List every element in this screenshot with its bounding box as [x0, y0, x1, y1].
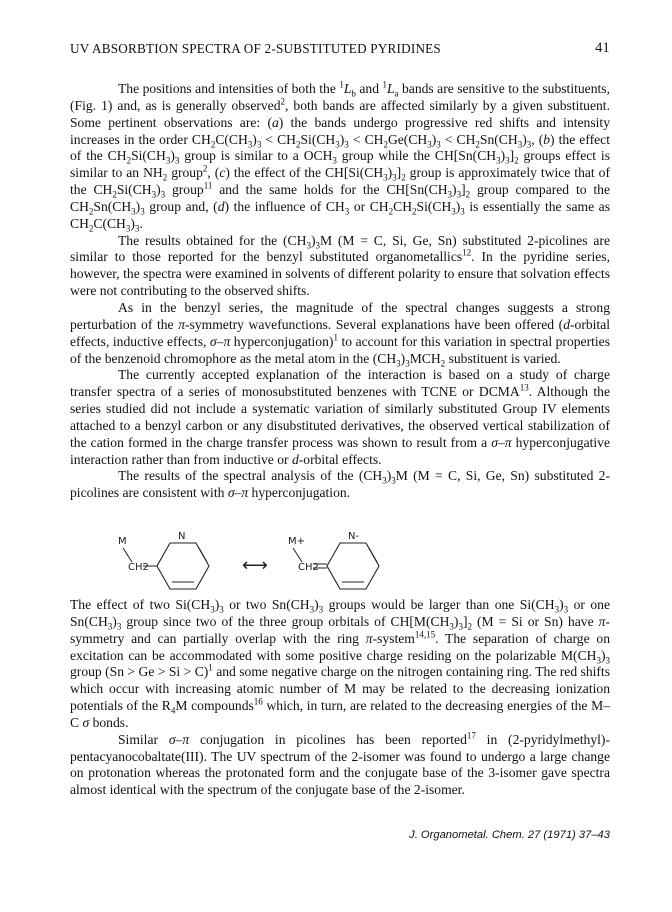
- page-header: [70, 41, 610, 61]
- main-text-lower: [70, 597, 610, 799]
- nitrogen-anion-label: N-: [348, 531, 360, 542]
- main-text-upper: [70, 81, 610, 502]
- metal-cation-label: M+: [288, 536, 306, 547]
- paragraph: Similar σ–π conjugation in picolines has been reported$^{17}$ in (2-pyridylmethyl)-pentacyanocobaltate(III). The UV spectrum of the 2-isomer was found to undergo a large change on protonation whereas the protonated form and the conjugate base of the 3-isomer gave spectra almost identical with the spectrum of the conjugate base of the 2-isomer.: [70, 730, 610, 798]
- resonance-arrow-icon: ⟷: [242, 555, 268, 576]
- paragraph: The effect of two $Si(CH_3)_3$ or two $Sn(CH_3)_3$ groups would be larger than one $Si(CH_3)_3$ or one $Sn(CH_3)_3$ group since two of the three group orbitals of $CH[M(CH_3)_3]_2$ (M = Si or Sn) have π-symmetry and can partially overlap with the ring π-system$^{14,15}$. The separation of charge on excitation can be accommodated with some positive charge residing on the polarizable $M(CH_3)_3$ group (Sn > Ge > Si > C)$^1$ and some negative charge on the nitrogen containing ring. The red shifts which occur with increasing atomic number of M may be related to the decreasing ionization potentials of the $R_4M$ compounds$^{16}$ which, in turn, are related to the decreasing energies of the M–C σ bonds.: [70, 597, 611, 730]
- running-head: UV ABSORBTION SPECTRA OF 2-SUBSTITUTED PYRIDINES: [70, 41, 441, 56]
- paragraph: The results obtained for the $(CH_3)_3M$ (M = C, Si, Ge, Sn) substituted 2-picolines are similar to those reported for the benzyl substituted organometallics$^{12}$. In the pyridine series, however, the spectra were examined in solvents of different polarity to ensure that solvation effects were not contributing to the observed shifts.: [70, 232, 610, 299]
- paragraph: The results of the spectral analysis of the $(CH_3)_3M$ (M = C, Si, Ge, Sn) substituted 2-picolines are consistent with σ–π hyperconjugation.: [70, 468, 610, 501]
- left-structure: [118, 531, 209, 589]
- journal-citation: J. Organometal. Chem. 27 (1971) 37–43: [409, 829, 610, 841]
- nitrogen-label: N: [178, 531, 186, 542]
- page-number: 41: [595, 40, 610, 56]
- paragraph: The currently accepted explanation of the interaction is based on a study of charge transfer spectra of a series of monosubstituted benzenes with TCNE or DCMA$^{13}$. Although the series studied did not include a systematic variation of similarly substituted Group IV elements attached to a benzyl carbon or any disubstituted derivatives, the observed vertical stabilization of the cation formed in the charge transfer process was shown to result from a σ–π hyperconjugative interaction rather than from inductive or d-orbital effects.: [70, 367, 611, 467]
- paragraph: As in the benzyl series, the magnitude of the spectral changes suggests a strong perturbation of the π-symmetry wavefunctions. Several explanations have been offered (d-orbital effects, inductive effects, σ–π hyperconjugation)$^1$ to account for this variation in spectral properties of the benzenoid chromophore as the metal atom in the $(CH_3)_3MCH_2$ substituent is varied.: [70, 299, 611, 369]
- metal-label: M: [118, 536, 127, 547]
- right-structure: [288, 531, 379, 589]
- ch2-label: CH2: [298, 562, 319, 573]
- resonance-diagram: [96, 526, 426, 598]
- ch2-label: CH2: [128, 562, 149, 573]
- paragraph: The positions and intensities of both the $^1L_b$ and $^1L_a$ bands are sensitive to the substituents, (Fig. 1) and, as is generally observed$^2$, both bands are affected similarly by a given substituent. Some pertinent observations are: (a) the bands undergo progressive red shifts and intensity increases in the order $CH_2C(CH_3)_3 < CH_2Si(CH_3)_3 < CH_2Ge(CH_3)_3 < CH_2Sn(CH_3)_3$, (b) the effect of the $CH_2Si(CH_3)_3$ group is similar to a $OCH_3$ group while the $CH[Sn(CH_3)_3]_2$ groups effect is similar to an $NH_2$ group$^2$, (c) the effect of the $CH[Si(CH_3)_3]_2$ group is approximately twice that of the $CH_2Si(CH_3)_3$ group$^{11}$ and the same holds for the $CH[Sn(CH_3)_3]_2$ group compared to the $CH_2Sn(CH_3)_3$ group and, (d) the influence of $CH_3$ or $CH_2CH_2Si(CH_3)_3$ is essentially the same as $CH_2C(CH_3)_3$.: [70, 79, 610, 234]
